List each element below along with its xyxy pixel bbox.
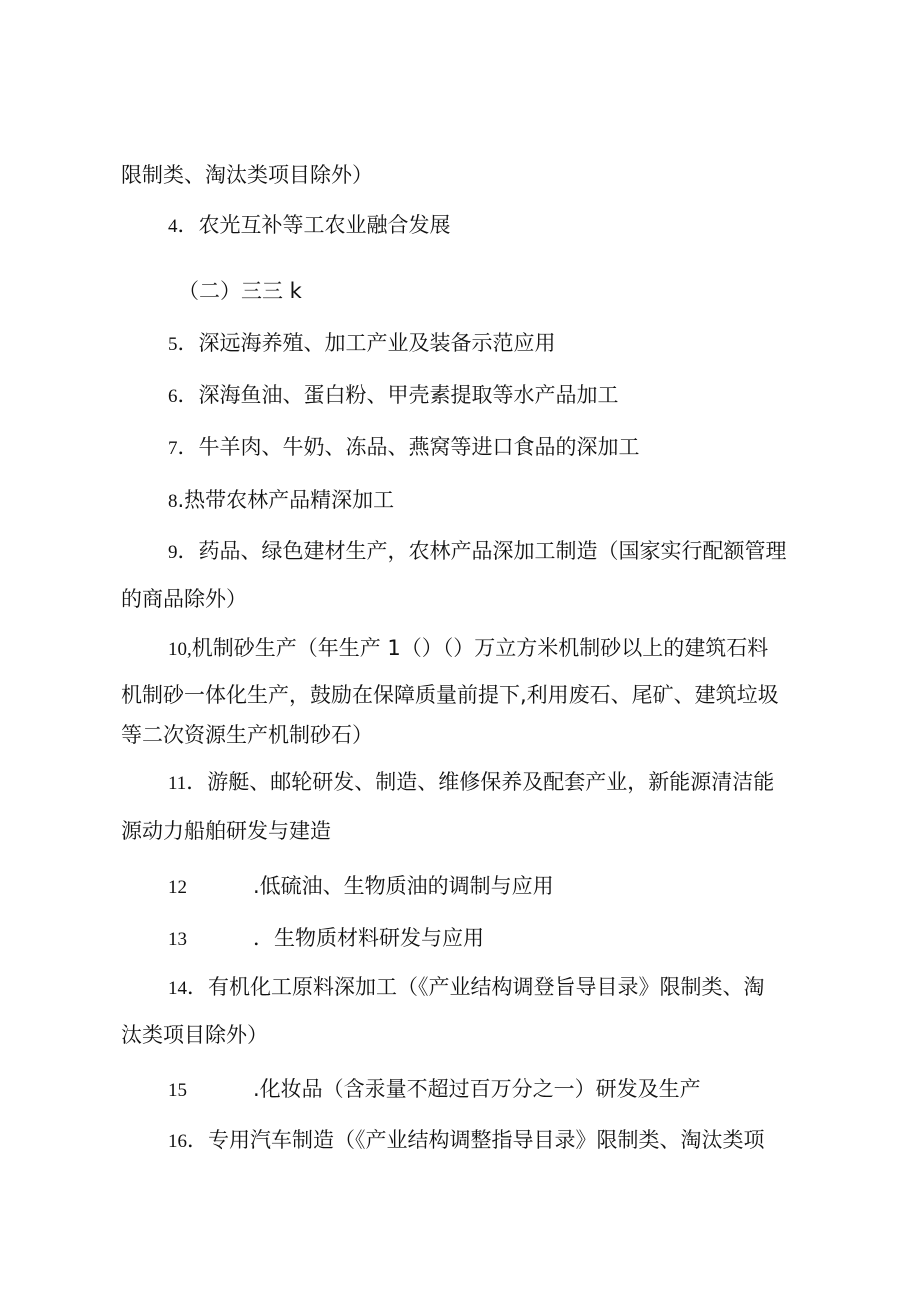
item-number: 13 <box>168 929 187 950</box>
item-number: 15 <box>168 1080 187 1101</box>
list-item: 7．牛羊肉、牛奶、冻品、燕窝等进口食品的深加工 <box>168 435 640 459</box>
item-number: 7 <box>168 438 178 459</box>
list-item: 5．深远海养殖、加工产业及装备示范应用 <box>168 331 556 355</box>
text-line: 源动力船舶研发与建造 <box>121 819 331 843</box>
item-number: 8 <box>168 491 178 512</box>
item-number: 12 <box>168 877 187 898</box>
list-item: 13 ．生物质材料研发与应用 <box>168 926 484 950</box>
text-line: 的商品除外） <box>121 587 247 611</box>
list-item: 15 .化妆品（含汞量不超过百万分之一）研发及生产 <box>168 1077 701 1101</box>
text-line: 汰类项目除外） <box>121 1023 268 1047</box>
text-line: 限制类、淘汰类项目除外） <box>121 163 373 187</box>
list-item: 14．有机化工原料深加工（《产业结构调登旨导目录》限制类、淘 <box>168 975 765 999</box>
list-item: 6．深海鱼油、蛋白粉、甲壳素提取等水产品加工 <box>168 383 619 407</box>
section-heading: （二）三三 k <box>178 279 302 303</box>
list-item: 9．药品、绿色建材生产，农林产品深加工制造（国家实行配额管理 <box>168 539 787 563</box>
text-line: 等二次资源生产机制砂石） <box>121 723 373 747</box>
list-item: 4．农光互补等工农业融合发展 <box>168 213 451 237</box>
item-number: 6 <box>168 386 178 407</box>
list-item: 11．游艇、邮轮研发、制造、维修保养及配套产业，新能源清洁能 <box>168 770 775 794</box>
item-number: 5 <box>168 334 178 355</box>
text-line: 机制砂一体化生产，鼓励在保障质量前提下,利用废石、尾矿、建筑垃圾 <box>121 683 779 707</box>
list-item: 10,机制砂生产（年生产 1（）（）万立方米机制砂以上的建筑石料 <box>168 636 769 660</box>
item-number: 9 <box>168 542 178 563</box>
item-number: 11 <box>168 773 187 794</box>
list-item: 8.热带农林产品精深加工 <box>168 488 395 512</box>
item-number: 10, <box>168 639 192 660</box>
item-number: 4 <box>168 216 178 237</box>
list-item: 12 .低硫油、生物质油的调制与应用 <box>168 874 554 898</box>
item-number: 14 <box>168 978 187 999</box>
list-item: 16．专用汽车制造（《产业结构调整指导目录》限制类、淘汰类项 <box>168 1128 765 1152</box>
item-number: 16 <box>168 1131 187 1152</box>
